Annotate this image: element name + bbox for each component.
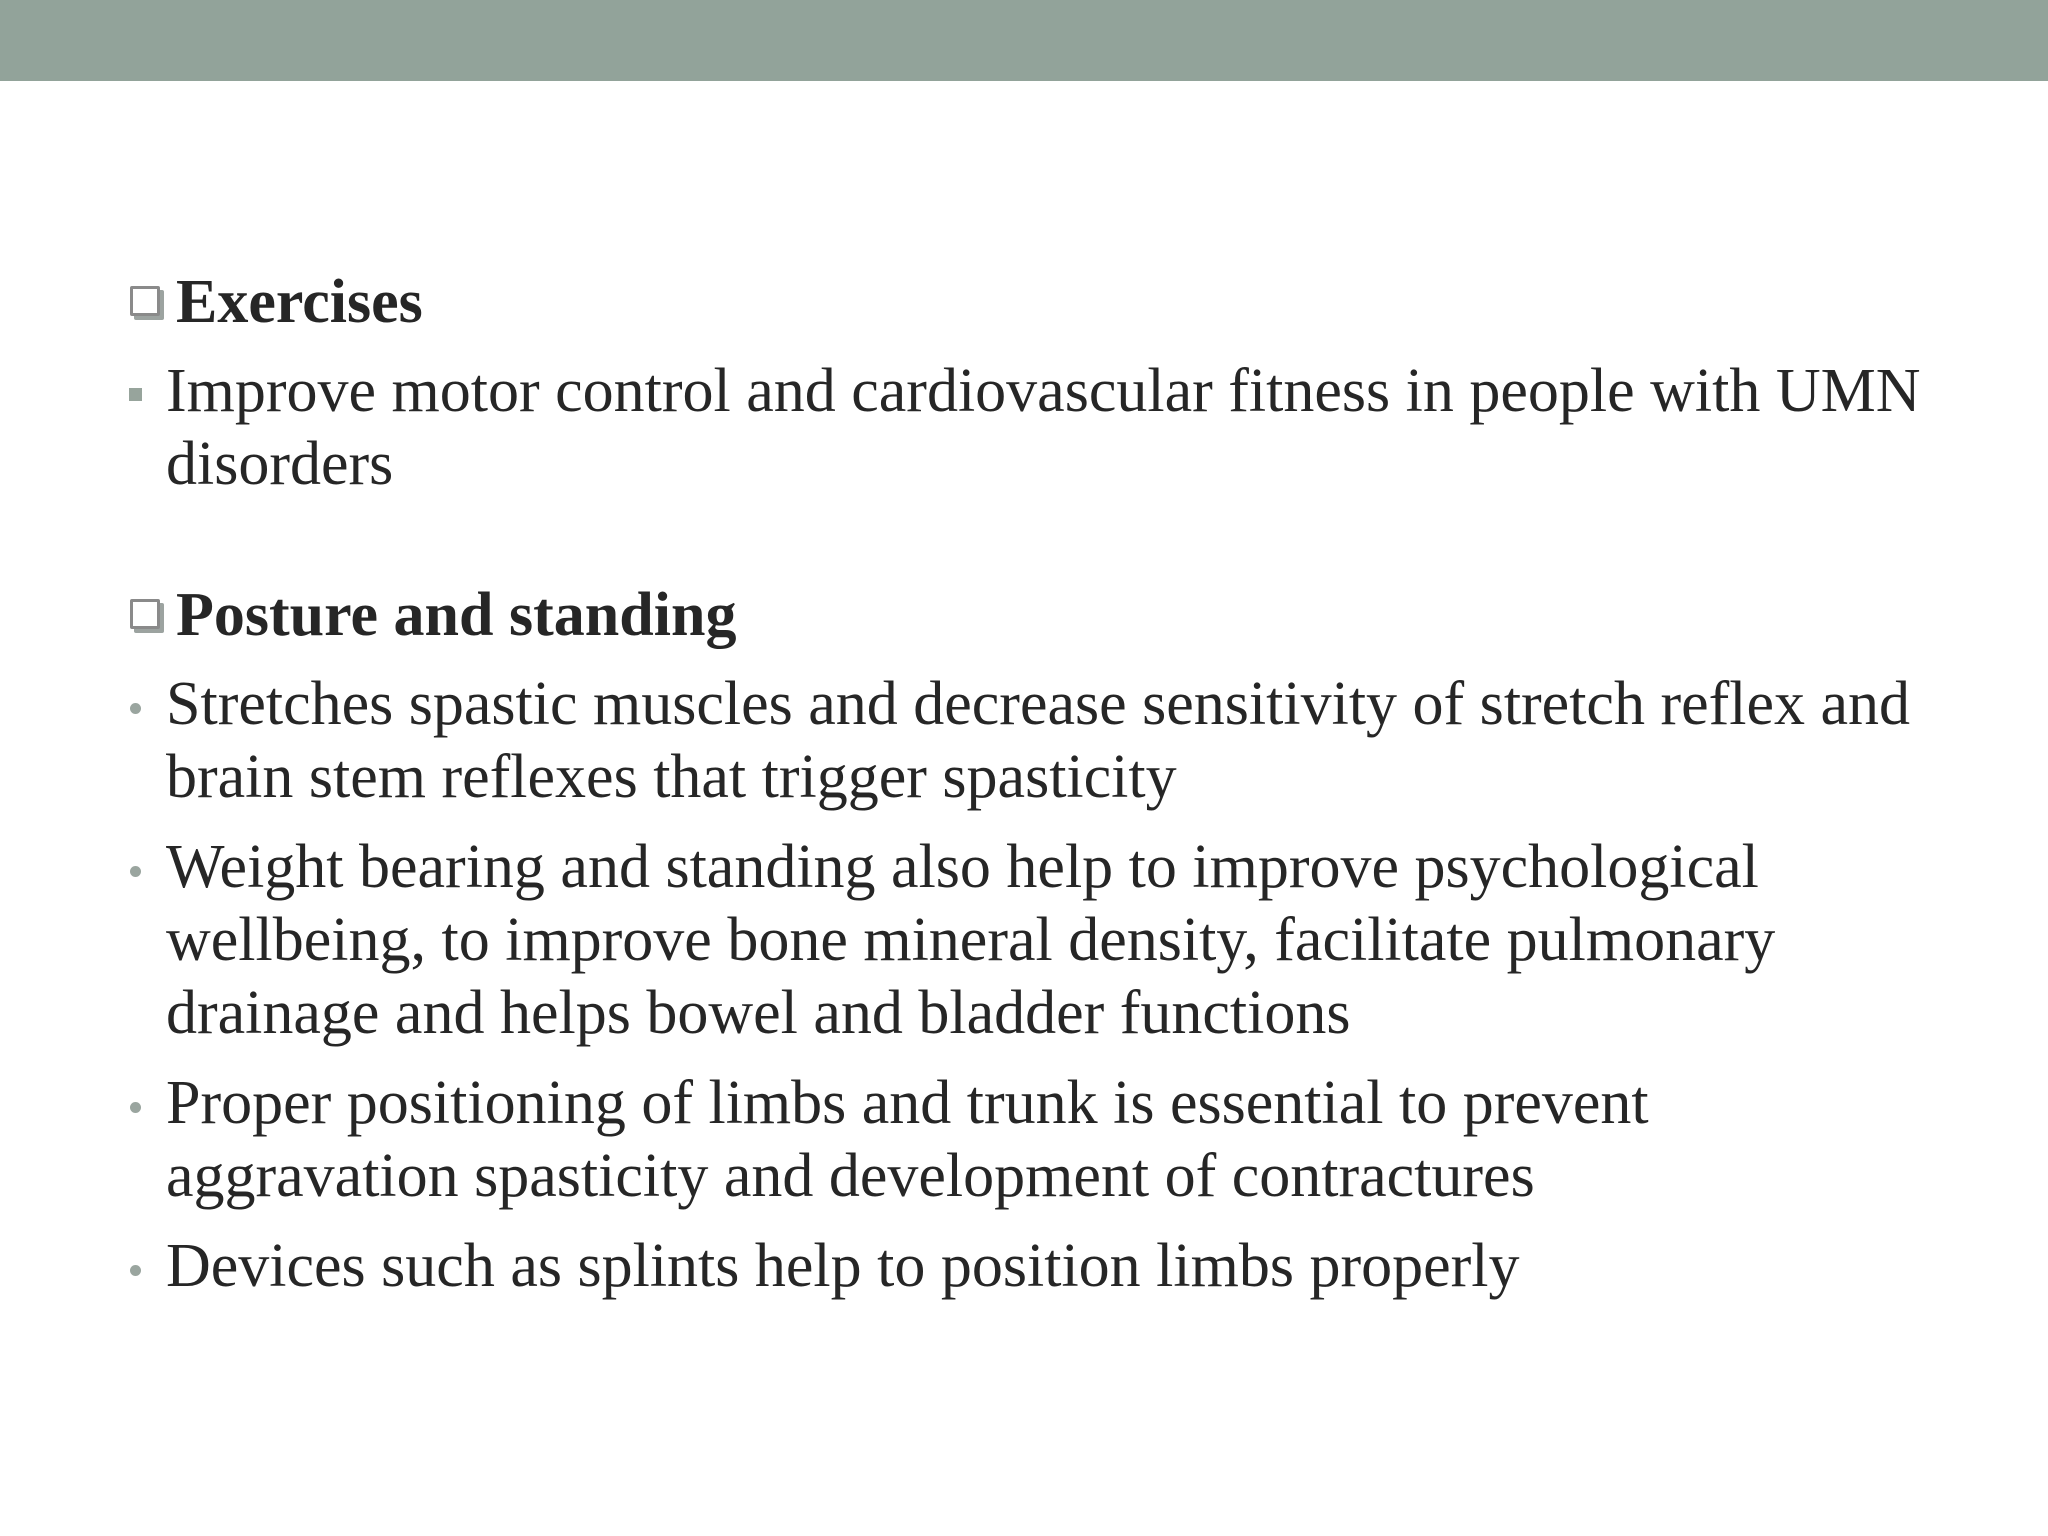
section-heading-text: Posture and standing bbox=[176, 581, 737, 649]
bullet-item bbox=[126, 1230, 1926, 1303]
square-bullet-icon bbox=[129, 388, 142, 401]
bullet-text: Weight bearing and standing also help to improve psychological wellbeing, to improve bone mineral density, facilitate pulmonary drainage and helps bowel and bladder functions bbox=[166, 833, 1776, 1047]
checkbox-icon bbox=[130, 286, 160, 316]
top-bar bbox=[0, 0, 2048, 81]
section-heading-exercises bbox=[126, 262, 1926, 342]
bullet-text: Stretches spastic muscles and decrease sensitivity of stretch reflex and brain stem reflexes that trigger spasticity bbox=[166, 670, 1911, 811]
bullet-text: Devices such as splints help to position limbs properly bbox=[166, 1232, 1520, 1300]
bullet-item bbox=[126, 355, 1926, 501]
dot-bullet-icon bbox=[130, 1102, 141, 1113]
section-heading-text: Exercises bbox=[176, 268, 423, 336]
dot-bullet-icon bbox=[130, 1265, 141, 1276]
checkbox-icon bbox=[130, 599, 160, 629]
bullet-item bbox=[126, 1067, 1926, 1213]
dot-bullet-icon bbox=[130, 703, 141, 714]
bullet-item bbox=[126, 831, 1926, 1050]
bullet-text: Improve motor control and cardiovascular fitness in people with UMN disorders bbox=[166, 357, 1921, 498]
section-heading-posture bbox=[126, 575, 1926, 655]
dot-bullet-icon bbox=[130, 866, 141, 877]
slide-content bbox=[126, 262, 1926, 1303]
bullet-text: Proper positioning of limbs and trunk is essential to prevent aggravation spasticity and development of contractures bbox=[166, 1069, 1649, 1210]
bullet-item bbox=[126, 668, 1926, 814]
